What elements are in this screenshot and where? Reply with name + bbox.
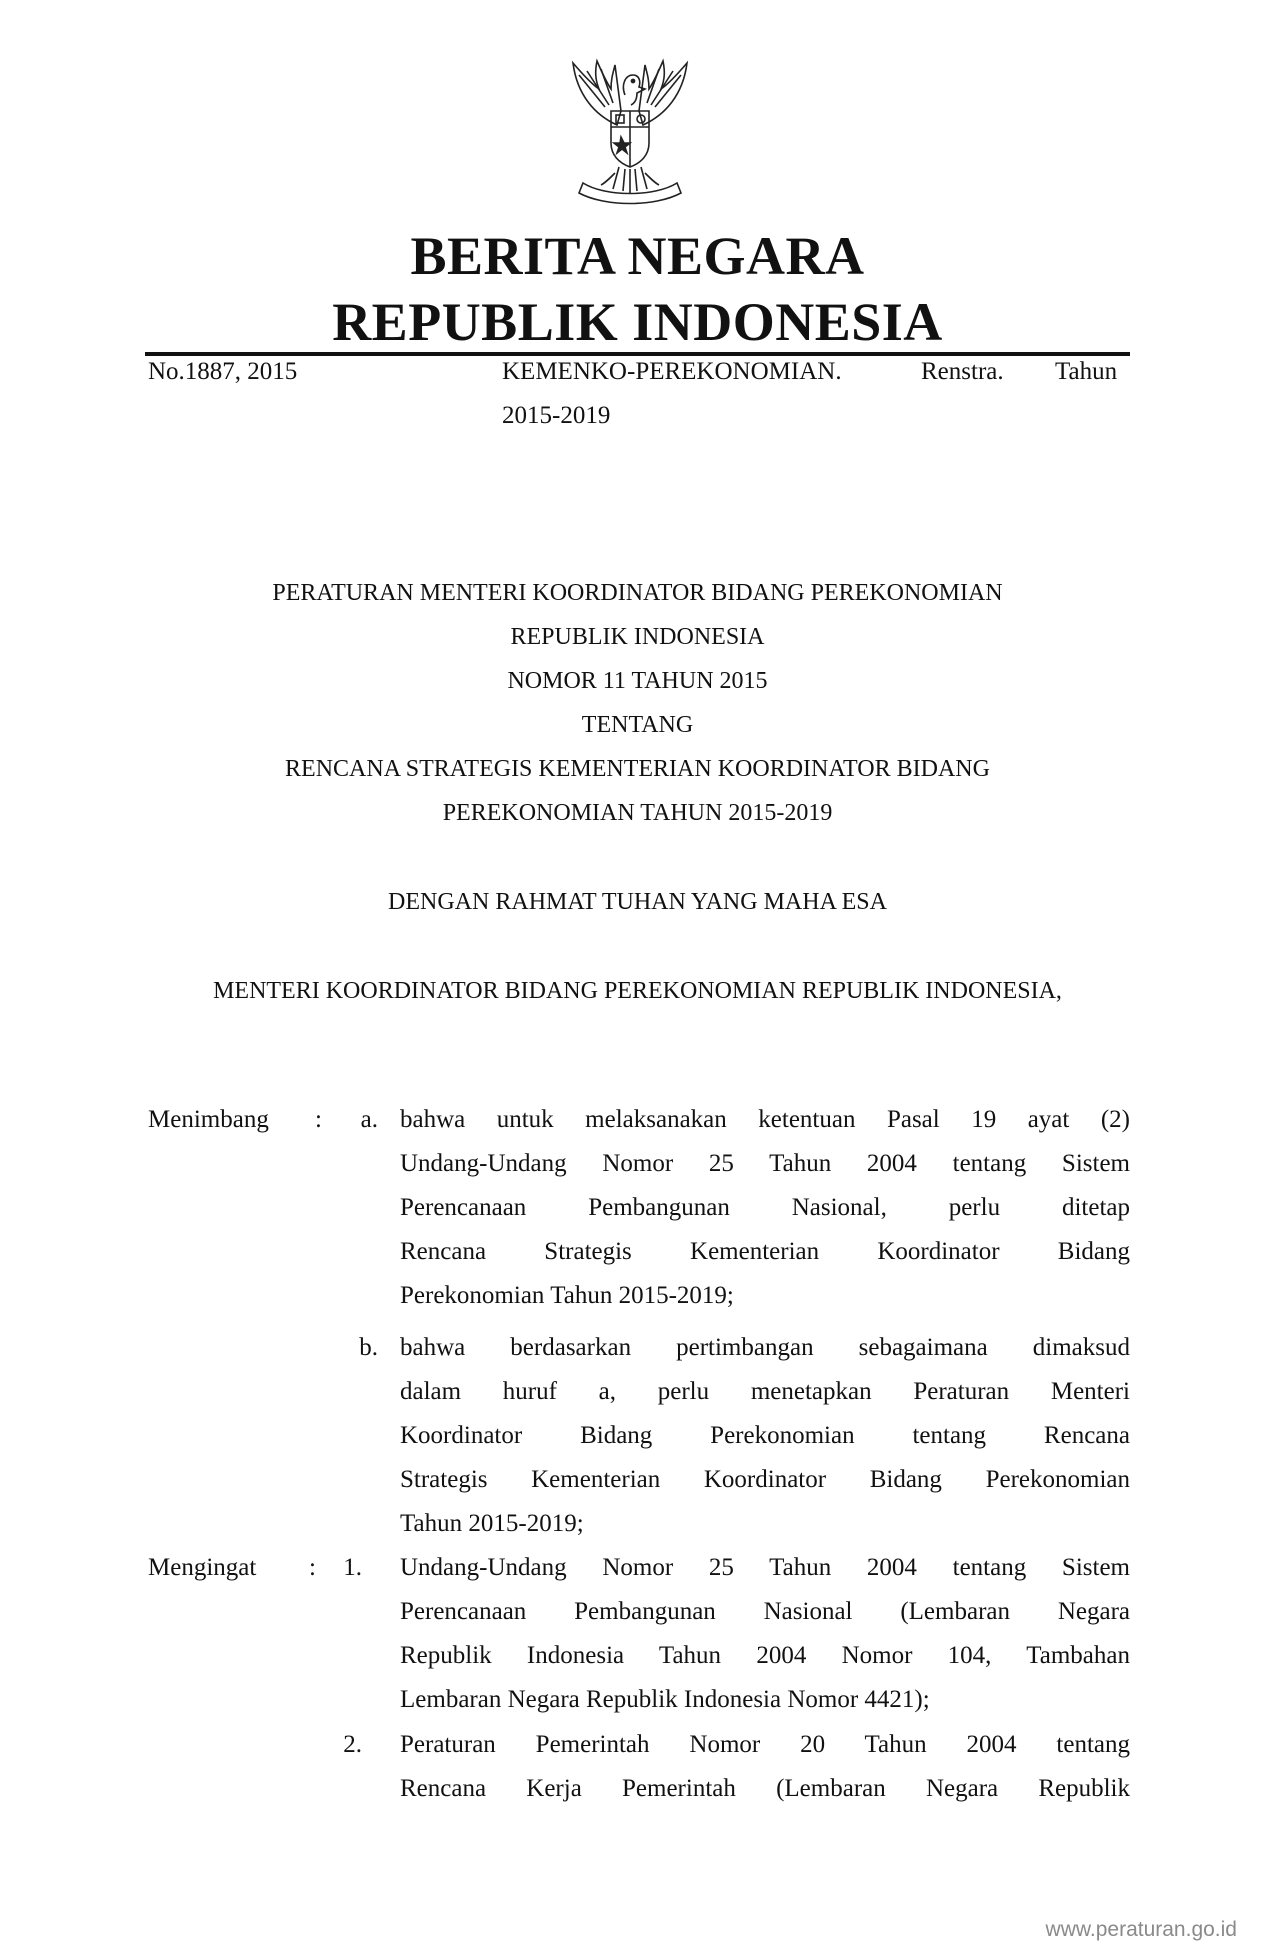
- text-line: Strategis Kementerian Koordinator Bidang Perekonomian: [400, 1466, 1130, 1493]
- menimbang-colon: :: [315, 1106, 322, 1133]
- text-line: bahwa untuk melaksanakan ketentuan Pasal 19 ayat (2): [400, 1106, 1130, 1133]
- mengingat-2-text: [400, 1723, 1130, 1811]
- text-line: bahwa berdasarkan pertimbangan sebagaimana dimaksud: [400, 1334, 1130, 1361]
- menimbang-b-marker: b.: [359, 1334, 378, 1361]
- menimbang-b-text: [400, 1326, 1130, 1546]
- text-line: Tahun 2015-2019;: [400, 1510, 584, 1537]
- mengingat-colon: :: [309, 1554, 316, 1581]
- blessing-line: DENGAN RAHMAT TUHAN YANG MAHA ESA: [388, 889, 887, 915]
- regulation-tentang: TENTANG: [581, 712, 694, 738]
- regulation-title-line1: PERATURAN MENTERI KOORDINATOR BIDANG PEREKONOMIAN: [272, 580, 1003, 606]
- text-line: Lembaran Negara Republik Indonesia Nomor 4421);: [400, 1686, 930, 1713]
- minister-line: MENTERI KOORDINATOR BIDANG PEREKONOMIAN REPUBLIK INDONESIA,: [213, 978, 1062, 1004]
- regulation-subject-line2: PEREKONOMIAN TAHUN 2015-2019: [442, 800, 833, 826]
- mengingat-1-text: [400, 1546, 1130, 1722]
- text-line: Perekonomian Tahun 2015-2019;: [400, 1282, 734, 1309]
- regulation-title-line2: REPUBLIK INDONESIA: [510, 624, 765, 650]
- mengingat-label: Mengingat: [148, 1554, 257, 1581]
- page-title-line2: REPUBLIK INDONESIA: [332, 292, 943, 352]
- text-line: Undang-Undang Nomor 25 Tahun 2004 tentang Sistem: [400, 1150, 1130, 1177]
- text-line: Koordinator Bidang Perekonomian tentang Rencana: [400, 1422, 1130, 1449]
- menimbang-a-text: [400, 1098, 1130, 1318]
- mengingat-2-marker: 2.: [343, 1731, 362, 1758]
- gazette-number: No.1887, 2015: [148, 358, 298, 385]
- garuda-emblem-icon: [555, 55, 705, 215]
- gazette-subject-part1: KEMENKO-PEREKONOMIAN.: [502, 358, 842, 385]
- page-title-line1: BERITA NEGARA: [410, 226, 865, 286]
- text-line: Undang-Undang Nomor 25 Tahun 2004 tentang Sistem: [400, 1554, 1130, 1581]
- mengingat-1-marker: 1.: [343, 1554, 362, 1581]
- text-line: Perencanaan Pembangunan Nasional, perlu ditetap: [400, 1194, 1130, 1221]
- gazette-subject-years: 2015-2019: [502, 402, 611, 429]
- regulation-subject-line1: RENCANA STRATEGIS KEMENTERIAN KOORDINATOR BIDANG: [285, 756, 990, 782]
- text-line: Rencana Kerja Pemerintah (Lembaran Negara Republik: [400, 1775, 1130, 1802]
- regulation-number: NOMOR 11 TAHUN 2015: [507, 668, 768, 694]
- text-line: dalam huruf a, perlu menetapkan Peraturan Menteri: [400, 1378, 1130, 1405]
- text-line: Rencana Strategis Kementerian Koordinator Bidang: [400, 1238, 1130, 1265]
- text-line: Republik Indonesia Tahun 2004 Nomor 104, Tambahan: [400, 1642, 1130, 1669]
- gazette-subject-part3: Tahun: [1055, 358, 1118, 385]
- footer-url: www.peraturan.go.id: [1045, 1918, 1237, 1941]
- title-divider: [145, 352, 1130, 356]
- text-line: Perencanaan Pembangunan Nasional (Lembaran Negara: [400, 1598, 1130, 1625]
- menimbang-a-marker: a.: [360, 1106, 378, 1133]
- gazette-subject-part2: Renstra.: [921, 358, 1004, 385]
- text-line: Peraturan Pemerintah Nomor 20 Tahun 2004 tentang: [400, 1731, 1130, 1758]
- menimbang-label: Menimbang: [148, 1106, 269, 1133]
